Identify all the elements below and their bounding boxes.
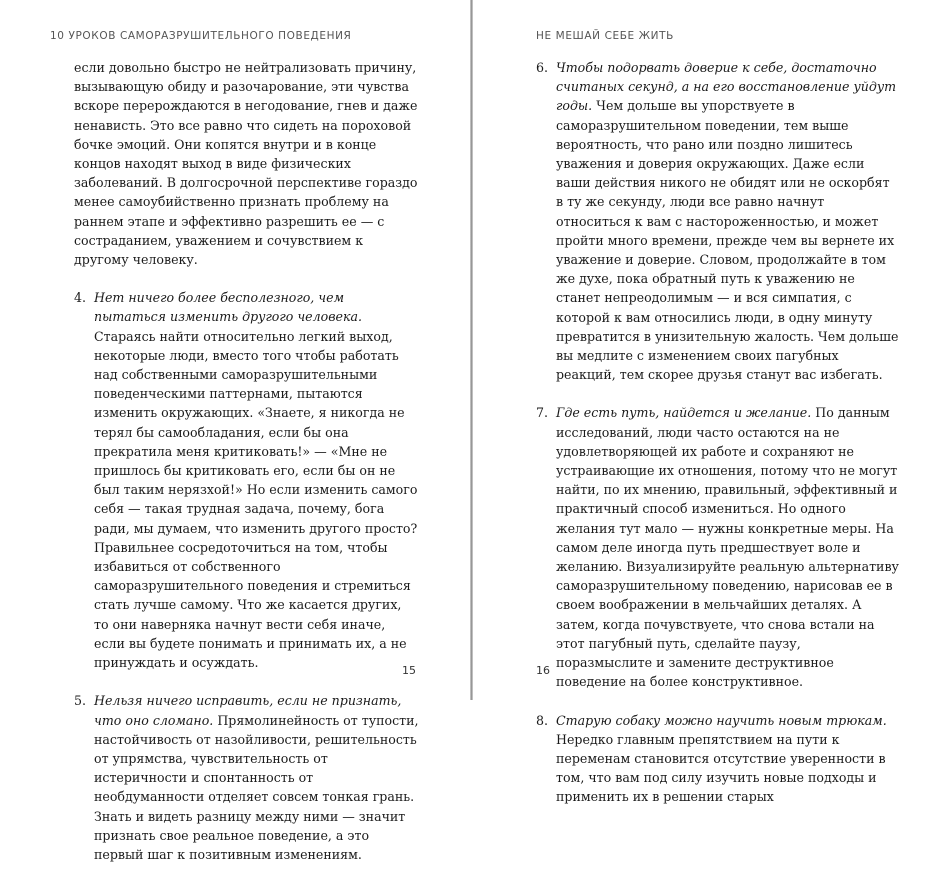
item-number: 4. [74, 290, 87, 306]
list-item-4 [74, 288, 419, 672]
left-page-text [74, 58, 419, 883]
book-gutter [470, 0, 473, 700]
running-head-left: 10 УРОКОВ САМОРАЗРУШИТЕЛЬНОГО ПОВЕДЕНИЯ [50, 30, 352, 42]
item-lead: Нельзя ничего исправить, если не признать, что оно сломано. [94, 693, 402, 728]
item-number: 5. [74, 693, 87, 709]
running-head-right: НЕ МЕШАЙ СЕБЕ ЖИТЬ [536, 30, 674, 42]
item-text: Прямолинейность от тупости, настойчивость от назойливости, решительность от упрямства, чувствительность от истеричности и спонтанность от необдуманности отделяет совсем тонкая грань. Знать и видеть разницу между ними — значит признать свое реальное поведение, а это первый шаг к позитивным изменениям. [94, 712, 419, 862]
item-lead: Старую собаку можно научить новым трюкам. [556, 712, 887, 728]
item-text: Стараясь найти относительно легкий выход, некоторые люди, вместо того чтобы работать над собственными саморазрушительными поведенческими паттернами, пытаются изменить окружающих. «Знаете, я никогда не терял бы самообладания, если бы она прекратила меня критиковать!» — «Мне не пришлось бы критиковать его, если бы он не был таким нерязхой!» Но если изменить самого себя — такая трудная задача, почему, бога ради, мы думаем, что изменить другого просто? Правильнее сосредоточиться на том, чтобы избавиться от собственного саморазрушительного поведения и стремиться стать лучше самому. Что же касается других, то они наверняка начнут вести себя иначе, если вы будете понимать и принимать их, а не принуждать и осуждать. [94, 328, 418, 671]
page-number-left: 15 [402, 664, 416, 677]
list-item-8 [536, 711, 899, 807]
right-page-text [536, 58, 899, 826]
item-text: По данным исследований, люди часто остаются на не удовлетворяющей их работе и сохраняют не устраивающие их отношения, потому что не могут найти, по их мнению, правильный, эффективный и практичный способ измениться. Но одного желания тут мало — нужны конкретные меры. На самом деле иногда путь предшествует воле и желанию. Визуализируйте реальную альтернативу саморазрушительному поведению, нарисовав ее в своем воображении в мельчайших деталях. А затем, когда почувствуете, что снова встали на этот пагубный путь, сделайте паузу, поразмыслите и замените деструктивное поведение на более конструктивное. [556, 405, 899, 690]
item-lead: Нет ничего более бесполезного, чем пытаться изменить другого человека. [94, 290, 363, 325]
item-body [556, 711, 899, 807]
item-text: Нередко главным препятствием на пути к переменам становится отсутствие уверенности в том, что вам под силу изучить новые подходы и применить их в решении старых [556, 731, 886, 805]
item-body [94, 691, 419, 864]
item-text: Чем дольше вы упорствуете в саморазрушительном поведении, тем выше вероятность, что рано или поздно лишитесь уважения и доверия окружающих. Даже если ваши действия никого не обидят или не оскорбят в ту же секунду, люди все равно начнут относиться к вам с настороженностью, и может пройти много времени, прежде чем вы вернете их уважение и доверие. Словом, продолжайте в том же духе, пока обратный путь к уважению не станет непреодолимым — и вся симпатия, с которой к вам относились люди, в одну минуту превратится в унизительную жалость. Чем дольше вы медлите с изменением своих пагубных реакций, тем скорее друзья станут вас избегать. [556, 98, 899, 383]
list-item-7 [536, 403, 899, 691]
item-number: 6. [536, 60, 549, 75]
item-body [556, 403, 899, 691]
intro-paragraph: если довольно быстро не нейтрализовать причину, вызывающую обиду и разочарование, эти чувства вскоре перерождаются в негодование, гнев и даже ненависть. Это все равно что сидеть на пороховой бочке эмоций. Они копятся внутри и в конце концов находят выход в виде физических заболеваний. В долгосрочной перспективе гораздо менее самоубийственно признать проблему на раннем этапе и эффективно разрешить ее — с состраданием, уважением и сочувствием к другому человеку. [74, 60, 418, 268]
item-body [94, 288, 419, 672]
item-number: 7. [536, 405, 549, 421]
item-body [556, 58, 899, 384]
list-item-6 [536, 58, 899, 384]
page-number-right: 16 [536, 664, 550, 677]
item-number: 8. [536, 712, 549, 728]
item-lead: Где есть путь, найдется и желание. [556, 405, 812, 421]
item-lead: Чтобы подорвать доверие к себе, достаточно считаных секунд, а на его восстановление уйдут годы. [556, 60, 897, 114]
list-item-5 [74, 691, 419, 864]
